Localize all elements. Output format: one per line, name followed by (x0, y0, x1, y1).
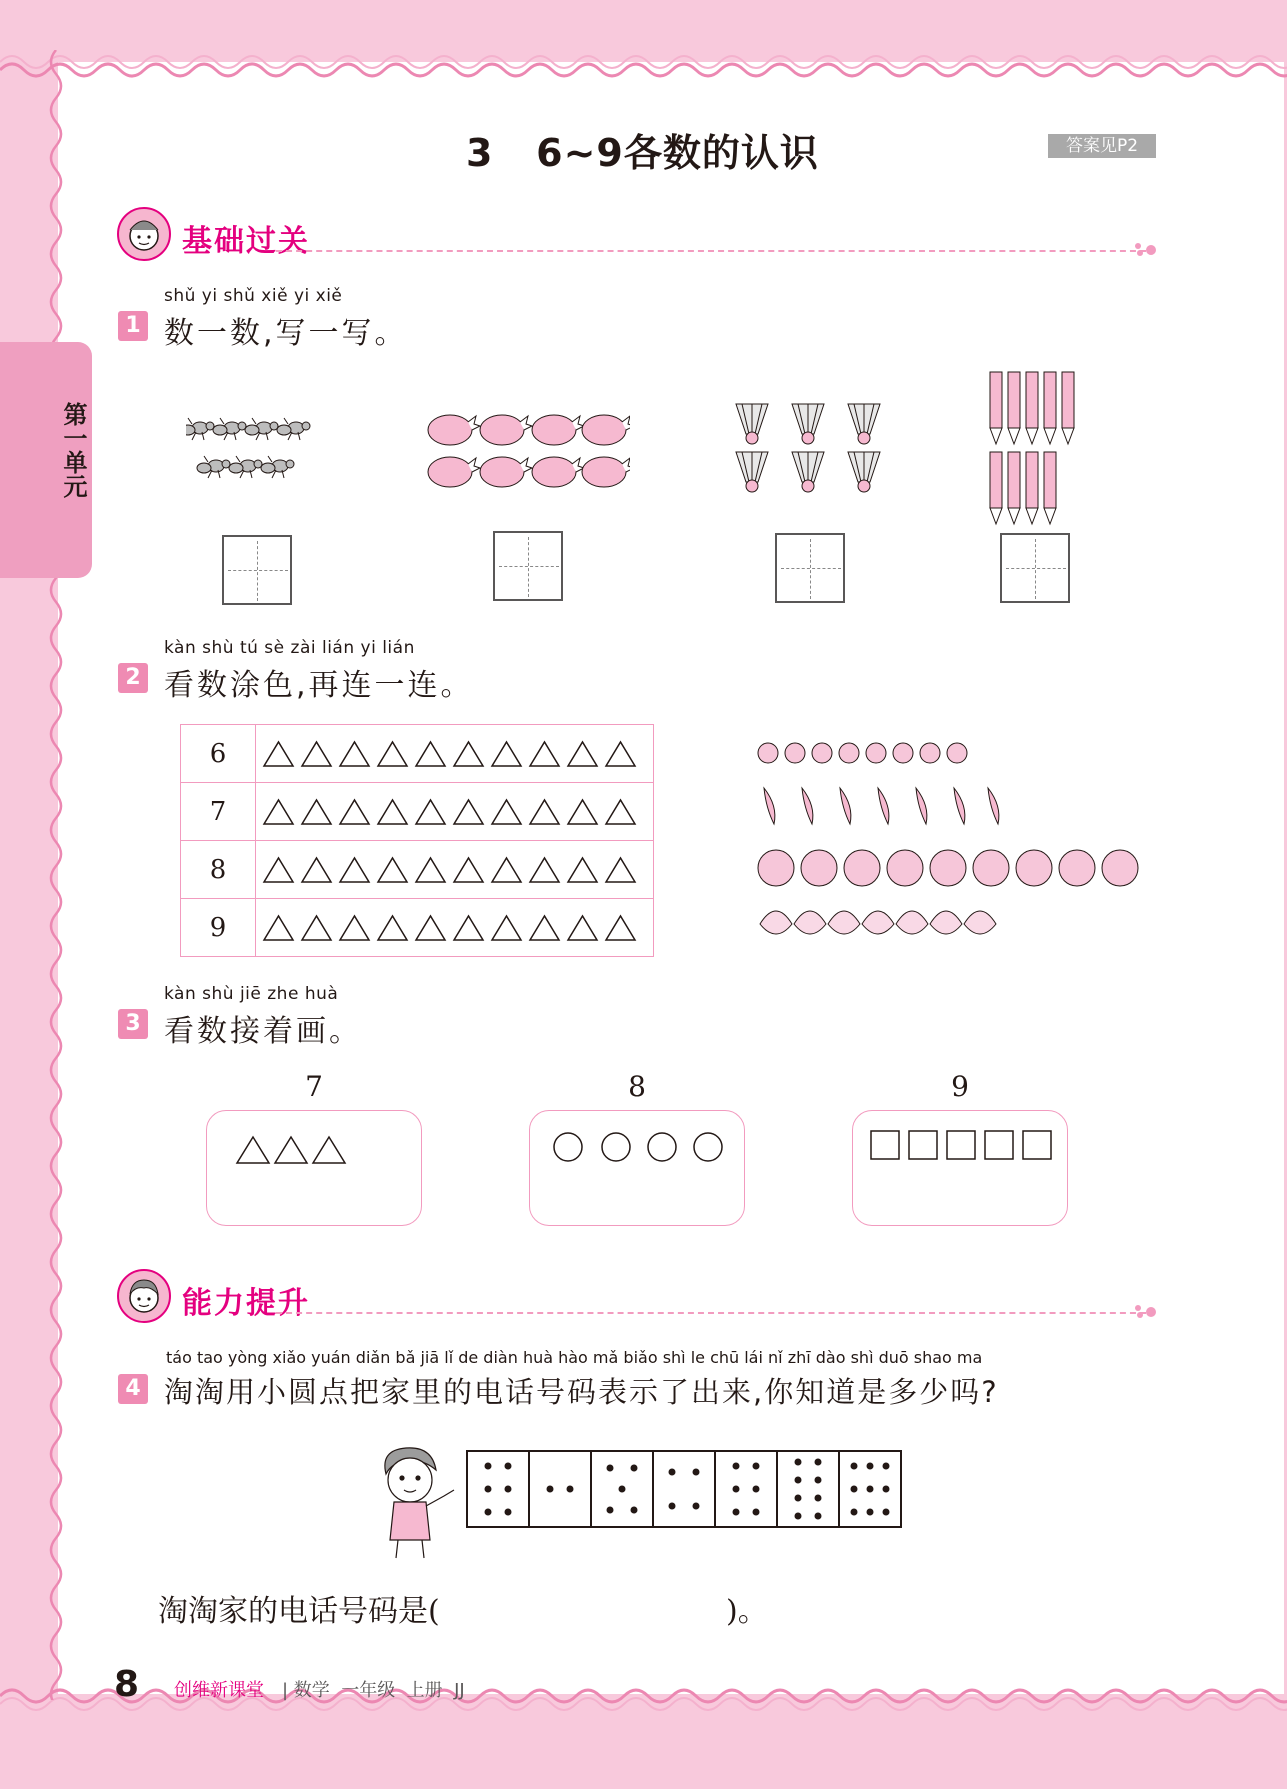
footer-brand: 创维新课堂 (174, 1680, 264, 1701)
answer-box-shuttlecocks[interactable] (775, 533, 845, 603)
page-title: 3 6~9各数的认识 (466, 131, 819, 175)
triangle-outline-icon[interactable] (490, 855, 523, 885)
triangle-outline-icon[interactable] (452, 855, 485, 885)
triangle-outline-icon[interactable] (376, 797, 409, 827)
peaches-row-icon[interactable] (756, 898, 1006, 944)
wavy-border-left (44, 50, 64, 1700)
triangle-row[interactable] (262, 739, 652, 769)
triangle-outline-icon[interactable] (566, 739, 599, 769)
triangle-outline-icon[interactable] (338, 739, 371, 769)
triangle-outline-icon[interactable] (604, 797, 637, 827)
q1-pinyin: shǔ yi shǔ xiě yi xiě (164, 286, 343, 306)
boy-character-icon (372, 1444, 458, 1560)
section-advanced-title: 能力提升 (182, 1286, 310, 1321)
drawing-box-squares[interactable] (852, 1110, 1068, 1226)
peppers-row-icon[interactable] (756, 784, 1006, 828)
triangle-outline-icon[interactable] (604, 855, 637, 885)
unit-label: 第一单元 (59, 402, 87, 498)
footer-book-info: | 数学 一年级 上册 JJ (282, 1680, 465, 1701)
answer-box-strawberries[interactable] (493, 531, 563, 601)
q2-number: 2 (118, 663, 148, 693)
triangle-outline-icon[interactable] (452, 739, 485, 769)
triangle-outline-icon[interactable] (528, 739, 561, 769)
triangle-outline-icon[interactable] (300, 797, 333, 827)
row-number: 7 (181, 783, 256, 841)
triangle-outline-icon[interactable] (452, 797, 485, 827)
q2-text: 看数涂色,再连一连。 (164, 668, 474, 703)
section-divider (276, 1312, 1146, 1314)
triangle-outline-icon[interactable] (300, 739, 333, 769)
triangle-coloring-table (180, 724, 654, 957)
dice-digit (592, 1452, 654, 1526)
triangle-outline-icon[interactable] (338, 855, 371, 885)
ants-group-icon (186, 404, 326, 494)
section-advanced-header (116, 1266, 1160, 1330)
drawing-box-circles[interactable] (529, 1110, 745, 1226)
triangle-outline-icon[interactable] (300, 913, 333, 943)
triangle-outline-icon[interactable] (262, 797, 295, 827)
triangle-outline-icon[interactable] (566, 855, 599, 885)
drawing-box-triangles[interactable] (206, 1110, 422, 1226)
q2-pinyin: kàn shù tú sè zài lián yi lián (164, 638, 415, 658)
q1-number: 1 (118, 311, 148, 341)
balls-row-icon[interactable] (756, 740, 976, 766)
pencils-group-icon (986, 370, 1086, 528)
divider-dots-icon (1132, 240, 1162, 258)
unit-side-tab (0, 342, 92, 578)
box-number: 7 (305, 1070, 323, 1103)
section-basic-header (116, 204, 1160, 268)
triangle-outline-icon[interactable] (604, 913, 637, 943)
q4-text: 淘淘用小圆点把家里的电话号码表示了出来,你知道是多少吗? (164, 1375, 999, 1409)
triangle-outline-icon[interactable] (376, 739, 409, 769)
q4-number: 4 (118, 1374, 148, 1404)
triangle-outline-icon[interactable] (528, 855, 561, 885)
triangle-outline-icon[interactable] (414, 739, 447, 769)
table-row (181, 783, 654, 841)
shuttlecocks-group-icon (728, 398, 888, 500)
apples-row-icon[interactable] (756, 842, 1144, 888)
triangle-outline-icon[interactable] (490, 797, 523, 827)
triangle-outline-icon[interactable] (300, 855, 333, 885)
phone-answer-blank[interactable] (470, 1588, 720, 1622)
triangle-outline-icon[interactable] (604, 739, 637, 769)
strawberries-group-icon (426, 408, 630, 496)
phone-answer-prompt: 淘淘家的电话号码是( (158, 1594, 440, 1629)
dice-digit (716, 1452, 778, 1526)
dice-digit (840, 1452, 900, 1526)
row-number: 8 (181, 841, 256, 899)
page-number: 8 (114, 1664, 140, 1705)
section-divider (276, 250, 1146, 252)
q4-pinyin: táo tao yòng xiǎo yuán diǎn bǎ jiā lǐ de diàn huà hào mǎ biǎo shì le chū lái nǐ zhī dào shì duō shao ma (166, 1348, 983, 1367)
triangle-outline-icon[interactable] (528, 913, 561, 943)
triangle-outline-icon[interactable] (338, 797, 371, 827)
triangle-row[interactable] (262, 797, 652, 827)
circle-shapes-icon (552, 1129, 732, 1165)
triangle-outline-icon[interactable] (262, 855, 295, 885)
triangle-shapes-icon (233, 1131, 353, 1167)
girl-avatar-icon (116, 204, 176, 264)
triangle-outline-icon[interactable] (566, 797, 599, 827)
triangle-outline-icon[interactable] (262, 913, 295, 943)
answer-box-pencils[interactable] (1000, 533, 1070, 603)
dice-digit (530, 1452, 592, 1526)
divider-dots-icon (1132, 1302, 1162, 1320)
answer-box-ants[interactable] (222, 535, 292, 605)
triangle-outline-icon[interactable] (490, 739, 523, 769)
dice-digit (468, 1452, 530, 1526)
answer-reference-badge: 答案见P2 (1048, 134, 1156, 158)
square-shapes-icon (869, 1127, 1059, 1163)
phone-answer-close: )。 (726, 1594, 768, 1629)
triangle-outline-icon[interactable] (452, 913, 485, 943)
dice-digit (654, 1452, 716, 1526)
row-number: 6 (181, 725, 256, 783)
table-row (181, 841, 654, 899)
section-basic-title: 基础过关 (182, 224, 310, 259)
triangle-row[interactable] (262, 913, 652, 943)
triangle-outline-icon[interactable] (376, 855, 409, 885)
triangle-outline-icon[interactable] (414, 855, 447, 885)
wavy-border-top (0, 44, 1287, 84)
triangle-outline-icon[interactable] (490, 913, 523, 943)
triangle-outline-icon[interactable] (414, 797, 447, 827)
triangle-outline-icon[interactable] (528, 797, 561, 827)
triangle-outline-icon[interactable] (566, 913, 599, 943)
q3-pinyin: kàn shù jiē zhe huà (164, 984, 339, 1004)
box-number: 9 (951, 1070, 969, 1103)
triangle-row[interactable] (262, 855, 652, 885)
row-number: 9 (181, 899, 256, 957)
triangle-outline-icon[interactable] (376, 913, 409, 943)
triangle-outline-icon[interactable] (414, 913, 447, 943)
triangle-outline-icon[interactable] (262, 739, 295, 769)
triangle-outline-icon[interactable] (338, 913, 371, 943)
q3-text: 看数接着画。 (164, 1014, 362, 1049)
q1-text: 数一数,写一写。 (164, 316, 408, 351)
table-row (181, 899, 654, 957)
table-row (181, 725, 654, 783)
phone-dice-row (466, 1450, 902, 1528)
q3-number: 3 (118, 1009, 148, 1039)
box-number: 8 (628, 1070, 646, 1103)
dice-digit (778, 1452, 840, 1526)
boy-avatar-icon (116, 1266, 176, 1326)
